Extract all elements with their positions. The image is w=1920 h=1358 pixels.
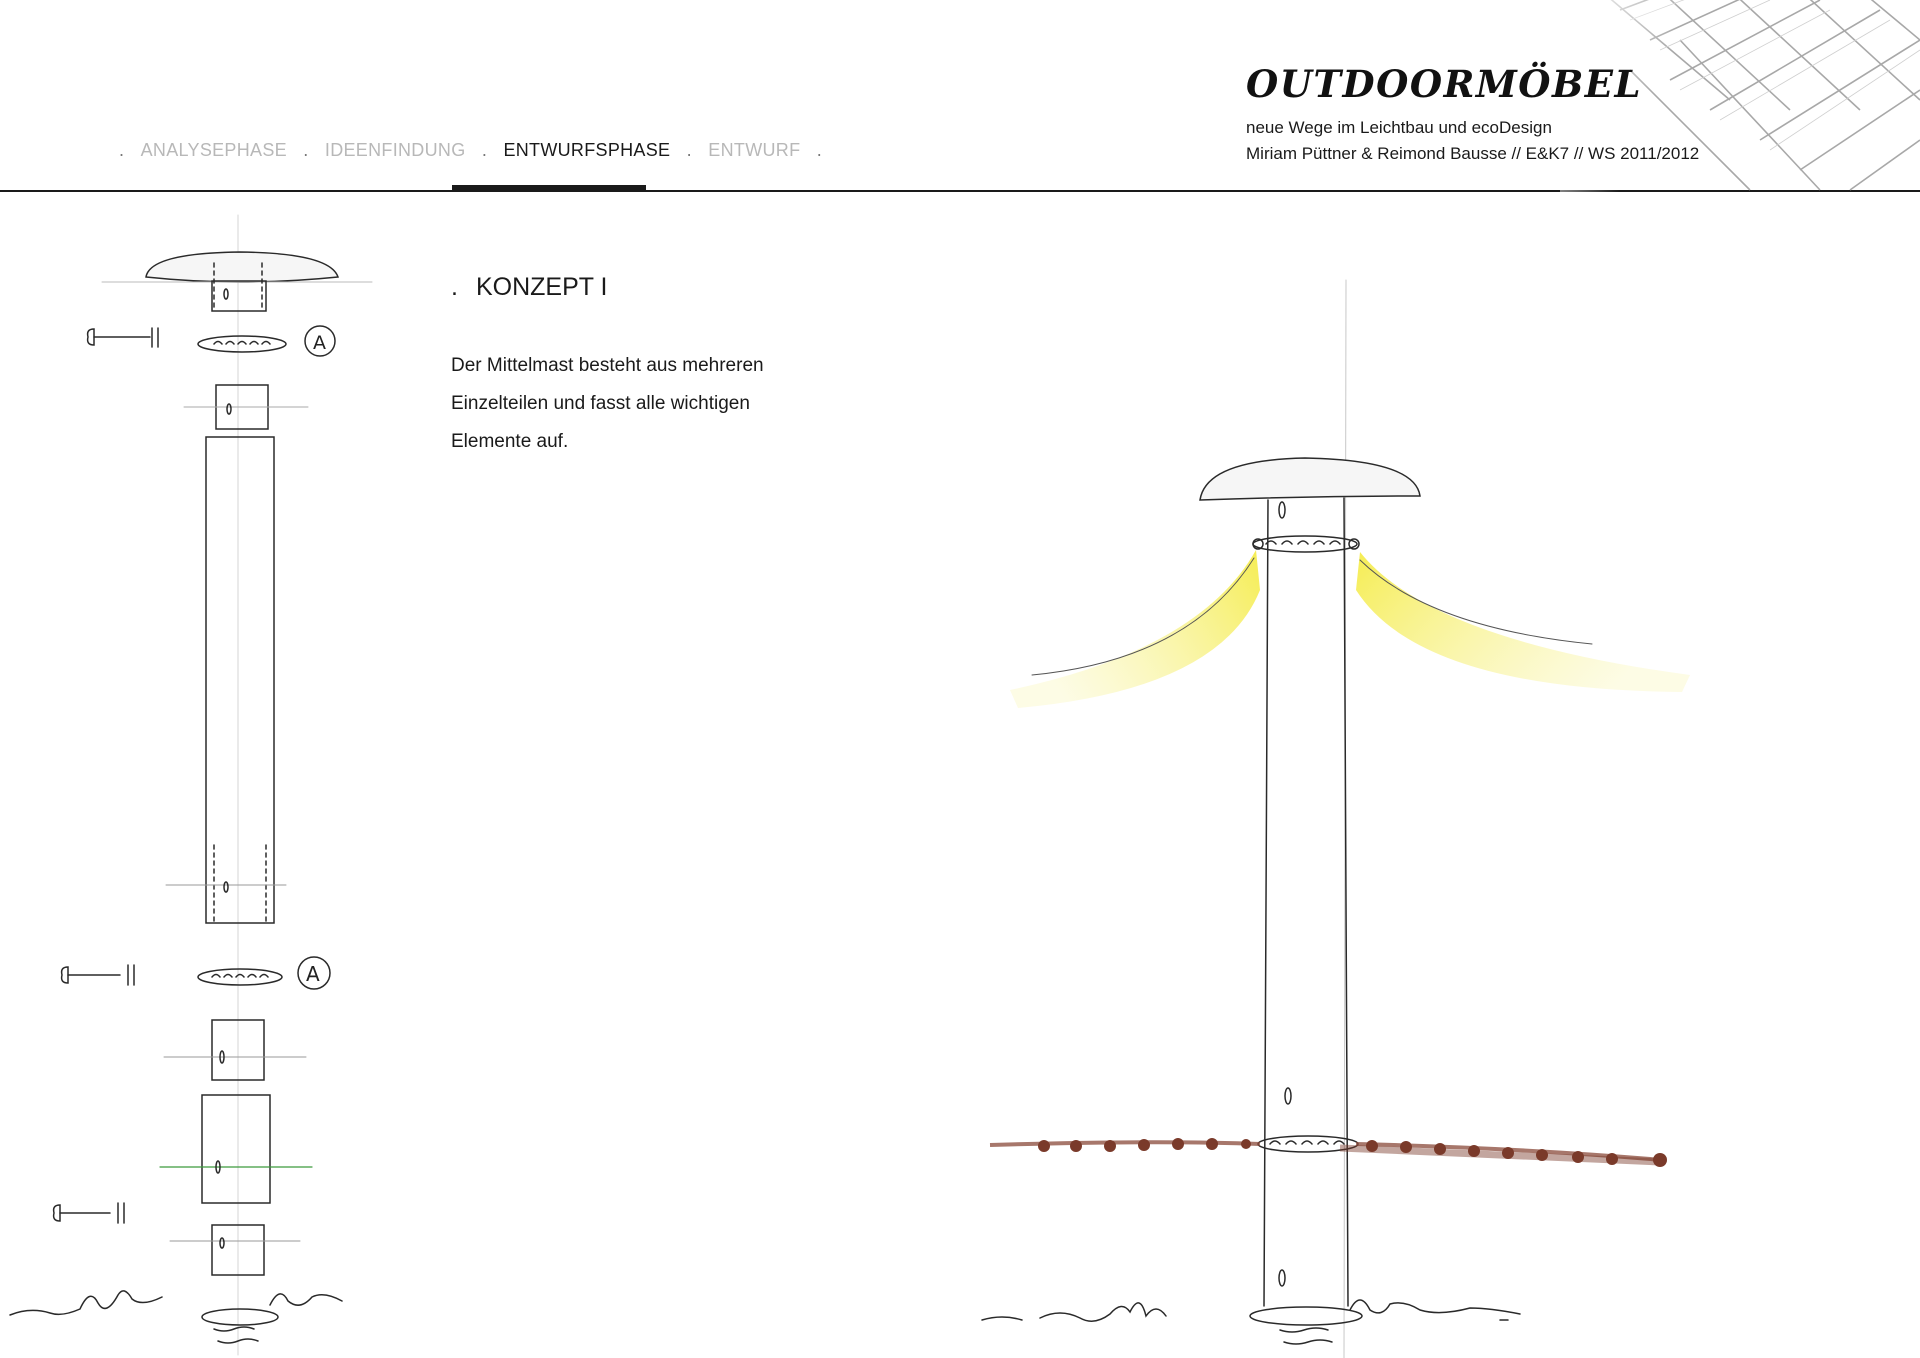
detail-label-a-bottom: A [306,962,320,986]
rope-with-knots [990,1138,1667,1167]
body-line: Der Mittelmast besteht aus mehreren [451,355,764,376]
section-marker: . [451,273,458,301]
nav-item-entwurfsphase[interactable]: ENTWURFSPHASE [503,140,671,160]
phase-navigation [108,140,833,161]
nav-item-ideenfindung[interactable]: IDEENFINDUNG [324,140,466,160]
nav-separator: . [686,140,692,160]
detail-label-a-top: A [313,332,326,354]
nav-separator: . [303,140,309,160]
nav-item-entwurf[interactable]: ENTWURF [708,140,801,160]
light-beam-left [1010,550,1260,708]
light-beam-right [1356,552,1690,692]
nav-item-analysephase[interactable]: ANALYSEPHASE [140,140,287,160]
exploded-mast-sketch [0,195,420,1358]
body-line: Einzelteilen und fasst alle wichtigen [451,393,750,414]
body-line: Elemente auf. [451,431,569,452]
nav-separator: . [481,140,488,160]
nav-separator: . [119,140,125,160]
brand-subtitle: neue Wege im Leichtbau und ecoDesign [1246,118,1552,137]
section-title-text: KONZEPT I [475,273,608,301]
section-title [451,273,607,302]
brand-credits: Miriam Püttner & Reimond Bausse // E&K7 // WS 2011/2012 [1246,144,1700,163]
brand-title: OUTDOORMÖBEL [1246,62,1643,106]
nav-separator: . [816,140,823,160]
section-body [451,347,871,461]
assembled-mast-sketch [960,260,1720,1358]
